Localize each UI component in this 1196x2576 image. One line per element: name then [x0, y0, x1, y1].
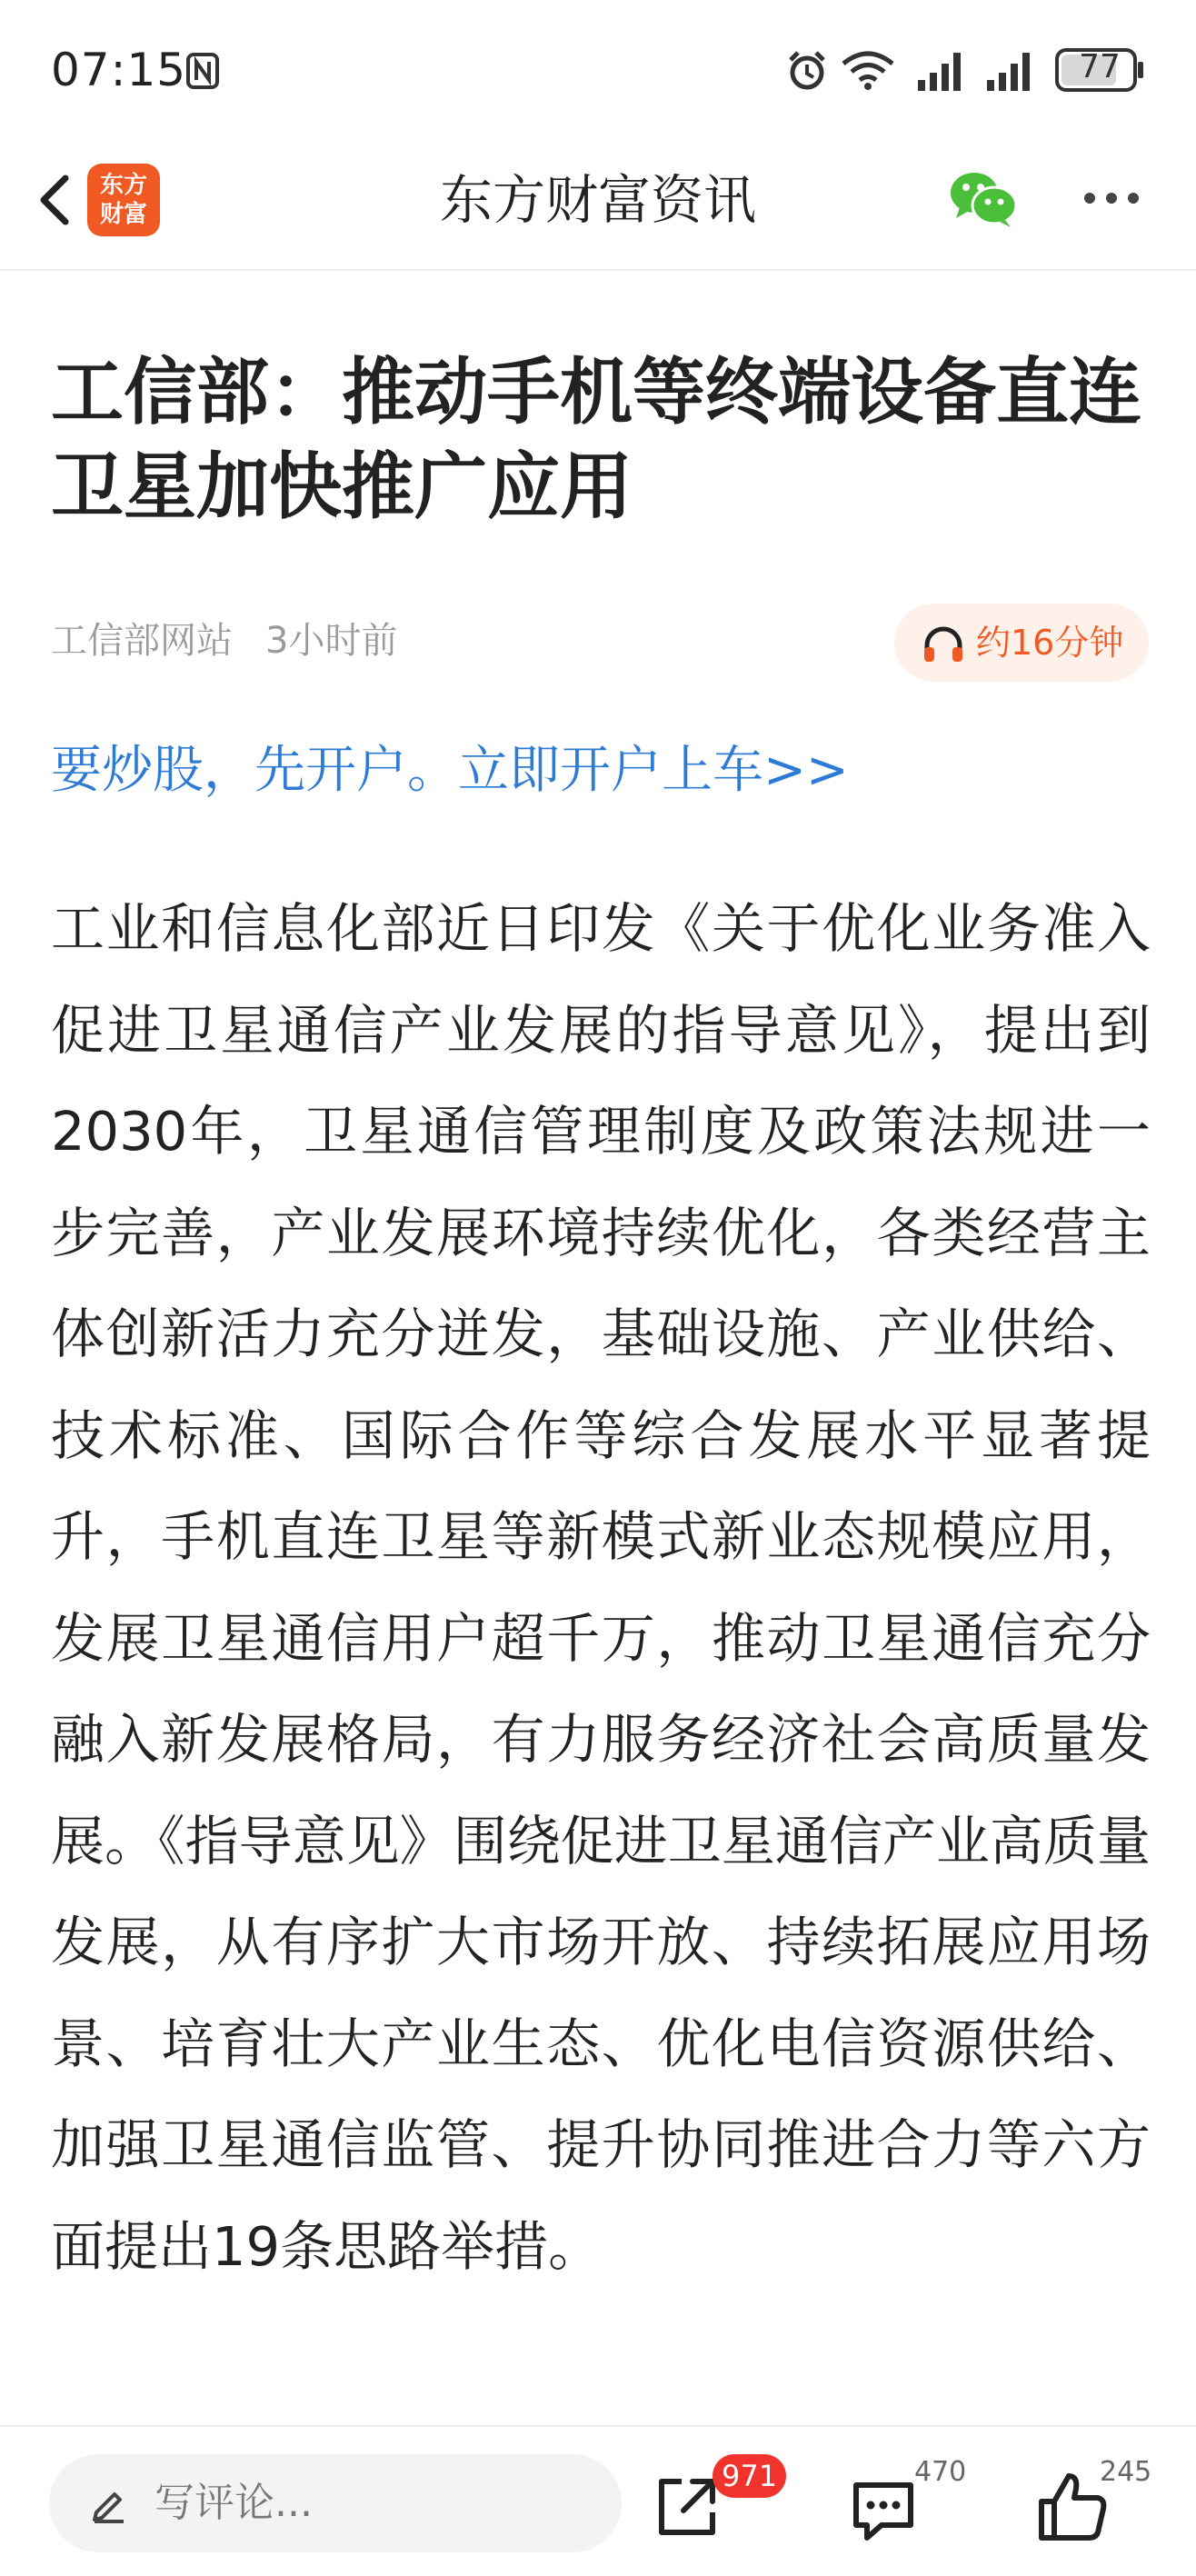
pencil-icon — [89, 2483, 129, 2523]
listen-audio-button[interactable] — [894, 604, 1149, 682]
battery-level: 77 — [1079, 48, 1121, 85]
headphones-icon — [922, 624, 965, 664]
wechat-share-icon[interactable] — [949, 169, 1018, 229]
comment-input[interactable] — [49, 2454, 622, 2552]
article-time: 3小时前 — [265, 620, 398, 662]
share-count-badge: 971 — [713, 2454, 786, 2498]
open-account-promo-link[interactable]: 要炒股，先开户。立即开户上车>> — [51, 741, 849, 800]
back-arrow-icon[interactable] — [25, 164, 80, 236]
article-meta — [51, 611, 397, 671]
comment-bubble-icon[interactable] — [847, 2474, 920, 2547]
more-options-icon[interactable] — [1080, 171, 1143, 225]
bottom-action-bar — [0, 2425, 1196, 2576]
signal-icon-2 — [985, 51, 1034, 91]
status-bar — [0, 0, 1196, 136]
app-logo[interactable] — [87, 164, 160, 236]
comment-placeholder: 写评论... — [154, 2480, 313, 2526]
nav-bar — [0, 136, 1196, 271]
article-title: 工信部：推动手机等终端设备直连卫星加快推广应用 — [51, 350, 1141, 529]
nfc-icon — [186, 53, 219, 89]
comment-count: 470 — [914, 2456, 967, 2488]
alarm-icon — [785, 49, 829, 93]
signal-icon-1 — [916, 51, 965, 91]
like-count: 245 — [1100, 2456, 1152, 2488]
logo-line-1: 东方 — [99, 172, 147, 199]
logo-line-2: 财富 — [99, 201, 147, 228]
status-time: 07:15 — [51, 44, 187, 96]
listen-duration: 约16分钟 — [976, 623, 1124, 663]
article-body: 工业和信息化部近日印发《关于优化业务准入促进卫星通信产业发展的指导意见》，提出到2030年，卫星通信管理制度及政策法规进一步完善，产业发展环境持续优化，各类经营主体创新活力充分迸发，基础设施、产业供给、技术标准、国际合作等综合发展水平显著提升，手机直连卫星等新模式新业态规模应用，发展卫星通信用户超千万，推动卫星通信充分融入新发展格局，有力服务经济社会高质量发展。《指导意见》围绕促进卫星通信产业高质量发展，从有序扩大市场开放、持续拓展应用场景、培育壮大产业生态、优化电信资源供给、加强卫星通信监管、提升协同推进合力等六方面提出19条思路举措。 — [51, 897, 1151, 2278]
nav-title: 东方财富资讯 — [439, 169, 756, 231]
article-source[interactable]: 工信部网站 — [51, 620, 233, 662]
wifi-icon — [840, 47, 896, 91]
